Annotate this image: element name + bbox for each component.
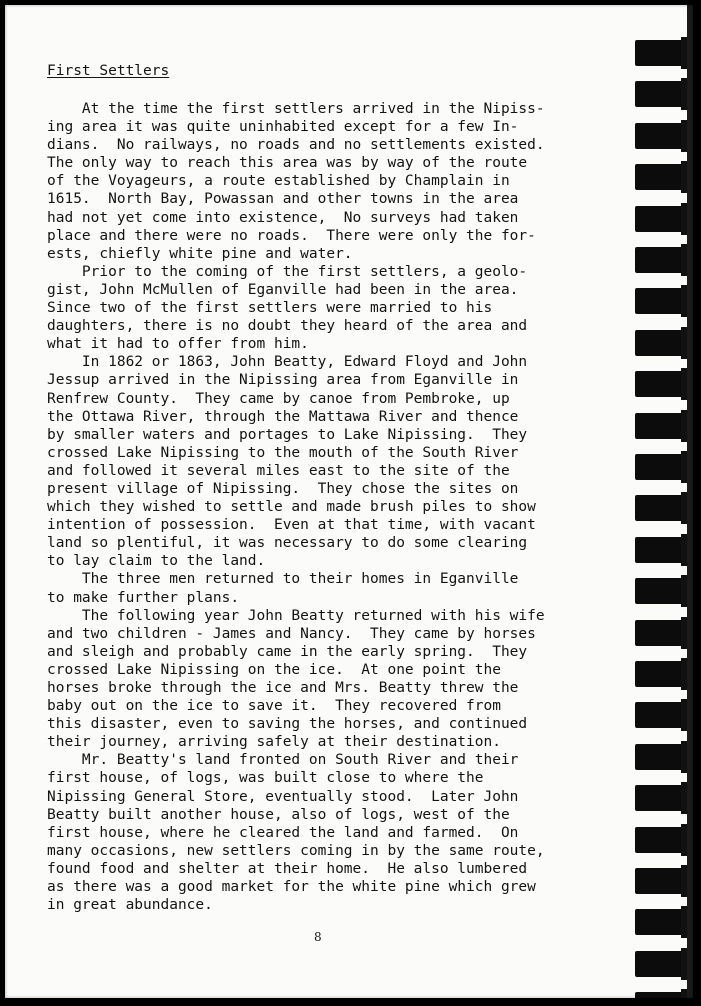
binding-ring (635, 782, 693, 814)
text-line: horses broke through the ice and Mrs. Beatty threw the (47, 680, 519, 696)
text-line: ests, chiefly white pine and water. (47, 245, 353, 262)
binding-ring (635, 989, 693, 998)
binding-ring (635, 617, 693, 649)
text-line: in great abundance. (47, 897, 213, 914)
text-line: Prior to the coming of the first settlers, a geolo- (47, 263, 528, 280)
binding-ring (635, 948, 693, 980)
text-line: to lay claim to the land. (47, 553, 266, 570)
text-line: and two children - James and Nancy. They came by horses (47, 625, 536, 642)
binding-ring (635, 78, 693, 110)
text-line: crossed Lake Nipissing on the ice. At one point the (47, 661, 501, 678)
text-line: baby out on the ice to save it. They recovered from (47, 698, 501, 715)
text-line: which they wished to settle and made brush piles to show (47, 499, 536, 516)
binding-ring (635, 534, 693, 566)
text-line: gist, John McMullen of Eganville had been in the area. (47, 281, 519, 298)
text-line: crossed Lake Nipissing to the mouth of the South River (47, 444, 519, 461)
text-line: daughters, there is no doubt they heard of the area and (47, 318, 528, 335)
text-line: ing area it was quite uninhabited except for a few In- (47, 119, 519, 136)
text-line: Renfrew County. They came by canoe from Pembroke, up (47, 390, 510, 407)
document-page (5, 5, 693, 998)
text-line: their journey, arriving safely at their destination. (47, 734, 501, 751)
binding-ring (635, 285, 693, 317)
binding-ring (635, 492, 693, 524)
page-number: 8 (314, 930, 322, 944)
text-line: The following year John Beatty returned with his wife (47, 607, 545, 624)
text-line: The three men returned to their homes in Eganville (47, 571, 519, 588)
binding-ring (635, 327, 693, 359)
text-line: found food and shelter at their home. He also lumbered (47, 860, 528, 877)
section-title: First Settlers (47, 63, 170, 79)
text-line: The only way to reach this area was by way of the route (47, 155, 528, 172)
text-line: first house, of logs, was built close to where the (47, 770, 484, 787)
text-line: 1615. North Bay, Powassan and other towns in the area (47, 191, 519, 208)
text-line: place and there were no roads. There were only the for- (47, 227, 536, 244)
binding-ring (635, 741, 693, 773)
body-text (47, 100, 607, 914)
text-line: land so plentiful, it was necessary to do some clearing (47, 535, 528, 552)
text-line: many occasions, new settlers coming in by the same route, (47, 842, 545, 859)
text-line: At the time the first settlers arrived in the Nipiss- (47, 101, 545, 117)
text-line: present village of Nipissing. They chose the sites on (47, 480, 519, 497)
text-line: Nipissing General Store, eventually stood. Later John (47, 788, 519, 805)
text-line: what it had to offer from him. (47, 336, 309, 353)
text-line: Mr. Beatty's land fronted on South River and their (47, 752, 519, 769)
text-line: Jessup arrived in the Nipissing area from Eganville in (47, 372, 519, 389)
text-line: as there was a good market for the white pine which grew (47, 879, 536, 896)
binding-spine (687, 5, 693, 998)
binding-ring (635, 244, 693, 276)
text-line: this disaster, even to saving the horses, and continued (47, 716, 528, 733)
binding-ring (635, 203, 693, 235)
text-line: of the Voyageurs, a route established by Champlain in (47, 173, 510, 190)
text-line: the Ottawa River, through the Mattawa River and thence (47, 408, 519, 425)
text-line: and sleigh and probably came in the early spring. They (47, 643, 528, 660)
text-line: had not yet come into existence, No surveys had taken (47, 209, 519, 226)
binding-ring (635, 865, 693, 897)
text-line: Since two of the first settlers were married to his (47, 300, 493, 317)
binding-ring (635, 368, 693, 400)
binding-ring (635, 699, 693, 731)
binding-ring (635, 906, 693, 938)
text-line: In 1862 or 1863, John Beatty, Edward Floyd and John (47, 354, 528, 371)
text-line: dians. No railways, no roads and no settlements existed. (47, 137, 545, 154)
binding-ring (635, 120, 693, 152)
binding-ring (635, 658, 693, 690)
text-line: to make further plans. (47, 589, 240, 606)
text-line: and followed it several miles east to the site of the (47, 462, 510, 479)
binding-ring (635, 824, 693, 856)
binding-ring (635, 37, 693, 69)
text-line: Beatty built another house, also of logs, west of the (47, 806, 510, 823)
binding-ring (635, 410, 693, 442)
text-line: intention of possession. Even at that time, with vacant (47, 517, 536, 534)
text-line: by smaller waters and portages to Lake Nipissing. They (47, 426, 528, 443)
binding-ring (635, 161, 693, 193)
binding-ring (635, 575, 693, 607)
binding-ring (635, 451, 693, 483)
spiral-binding (635, 5, 693, 998)
text-line: first house, where he cleared the land and farmed. On (47, 824, 519, 841)
